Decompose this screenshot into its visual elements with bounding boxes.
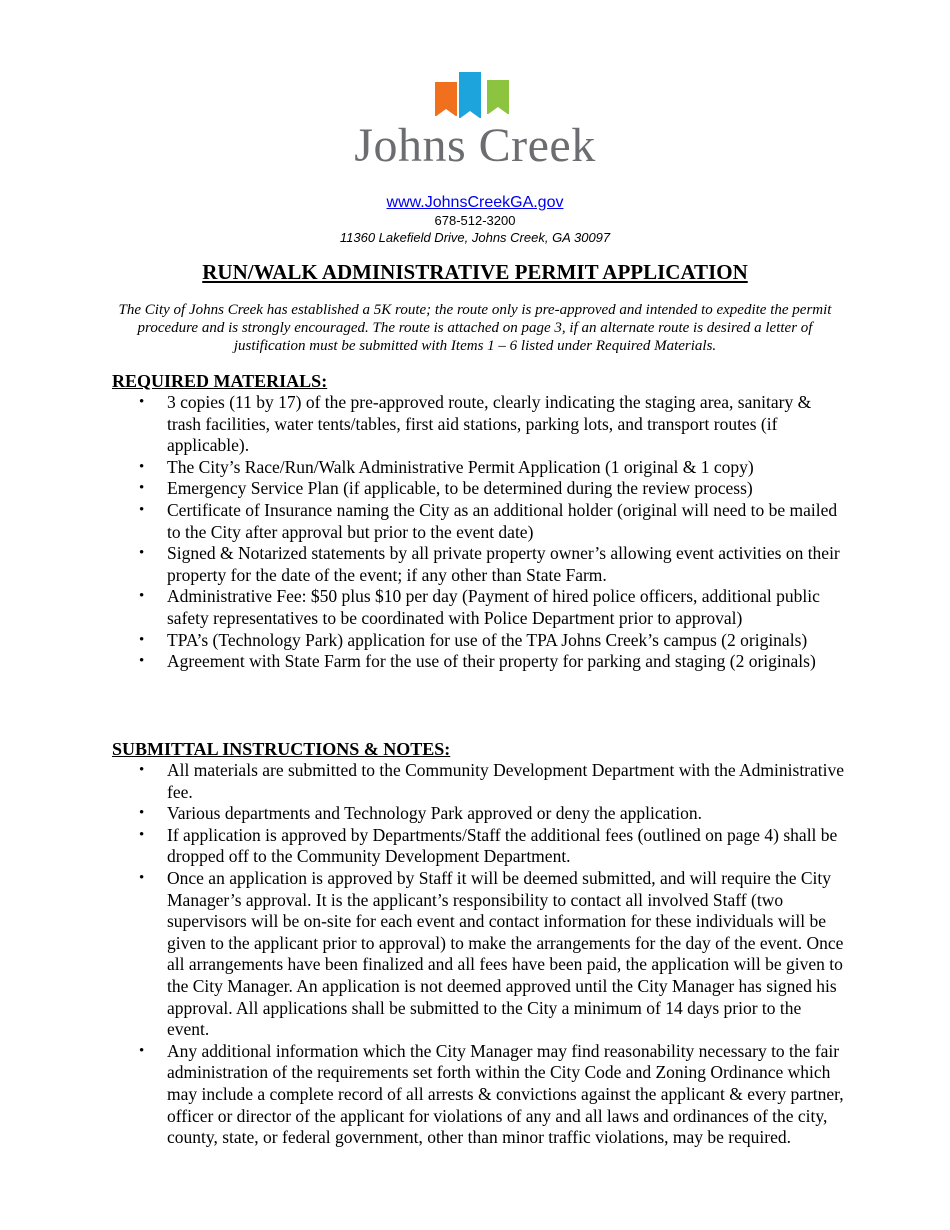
list-item-text: Certificate of Insurance naming the City as an additional holder (original will need to be mailed to the City after approval but prior to the event date) <box>167 499 838 542</box>
list-item <box>112 1041 847 1149</box>
bullet-icon: • <box>139 762 145 778</box>
list-item-text: All materials are submitted to the Community Development Department with the Administrative fee. <box>167 760 845 802</box>
list-item <box>112 500 847 543</box>
list-item-text: If application is approved by Departments/Staff the additional fees (outlined on page 4) shall be dropped off to the Community Development Department. <box>167 824 838 867</box>
bullet-icon: • <box>139 480 145 497</box>
list-item <box>112 825 847 868</box>
list-item-text: Emergency Service Plan (if applicable, to be determined during the review process) <box>167 478 753 499</box>
list-item-text: Signed & Notarized statements by all private property owner’s allowing event activities on their property for the date of the event; if any other than State Farm. <box>167 543 840 585</box>
bullet-icon: • <box>139 394 145 410</box>
johns-creek-logo <box>0 72 950 172</box>
website-link[interactable]: www.JohnsCreekGA.gov <box>386 194 564 211</box>
bullet-icon: • <box>139 588 145 605</box>
list-item-text: The City’s Race/Run/Walk Administrative Permit Application (1 original & 1 copy) <box>167 456 754 477</box>
blue-flag-icon <box>459 72 481 118</box>
contact-block <box>0 193 950 246</box>
list-item-text: 3 copies (11 by 17) of the pre-approved route, clearly indicating the staging area, sanitary & trash facilities, water tents/tables, first aid stations, parking lots, and transport routes (if applicable). <box>167 392 812 456</box>
list-item-text: Agreement with State Farm for the use of their property for parking and staging (2 originals) <box>167 651 816 672</box>
bullet-icon: • <box>139 501 145 518</box>
bullet-icon: • <box>139 653 145 670</box>
logo-flags-icon <box>435 72 515 118</box>
bullet-icon: • <box>139 805 145 822</box>
submittal-instructions-heading: SUBMITTAL INSTRUCTIONS & NOTES: <box>112 739 451 759</box>
list-item-text: Any additional information which the City Manager may find reasonability necessary to the fair administration of the requirements set forth within the City Code and Zoning Ordinance which may include a complete record of all arrests & convictions against the applicant & every partner, officer or director of the applicant for violations of any and all laws and ordinances of the city, county, state, or federal government, other than minor traffic violations, may be required. <box>167 1040 844 1148</box>
list-item-text: Administrative Fee: $50 plus $10 per day (Payment of hired police officers, additional public safety representatives to be coordinated with Police Department prior to approval) <box>167 586 820 628</box>
list-item-text: Once an application is approved by Staff it will be deemed submitted, and will require the City Manager’s approval. It is the applicant’s responsibility to contact all involved Staff (two supervisors will be on-site for each event and contact information for these individuals will be given to the applicant prior to approval) to make the arrangements for the day of the event. Once all arrangements have been finalized and all fees have been paid, the application will be given to the City Manager. An application is not deemed approved until the City Manager has signed his approval. All applications shall be submitted to the City a minimum of 14 days prior to the event. <box>167 867 844 1040</box>
address: 11360 Lakefield Drive, Johns Creek, GA 30097 <box>339 230 611 245</box>
required-materials-list <box>112 392 847 673</box>
required-materials-heading: REQUIRED MATERIALS: <box>112 371 328 391</box>
list-item <box>112 586 847 629</box>
list-item <box>112 392 847 457</box>
logo-wordmark: Johns Creek <box>354 119 596 172</box>
list-item <box>112 478 847 500</box>
submittal-instructions-list <box>112 760 847 1149</box>
list-item-text: TPA’s (Technology Park) application for use of the TPA Johns Creek’s campus (2 originals) <box>167 629 808 650</box>
list-item <box>112 543 847 586</box>
list-item <box>112 760 847 803</box>
list-item <box>112 630 847 652</box>
intro-paragraph: The City of Johns Creek has established a 5K route; the route only is pre-approved and intended to expedite the permit procedure and is strongly encouraged. The route is attached on page 3, if an alternate route is desired a letter of justification must be submitted with Items 1 – 6 listed under Required Materials. <box>118 302 832 354</box>
green-flag-icon <box>487 80 509 114</box>
bullet-icon: • <box>139 458 145 475</box>
document-title: RUN/WALK ADMINISTRATIVE PERMIT APPLICATION <box>202 260 748 284</box>
list-item <box>112 457 847 479</box>
list-item <box>112 651 847 673</box>
orange-flag-icon <box>435 82 457 116</box>
bullet-icon: • <box>139 545 145 562</box>
bullet-icon: • <box>139 869 145 886</box>
bullet-icon: • <box>139 826 145 843</box>
list-item <box>112 868 847 1041</box>
list-item-text: Various departments and Technology Park approved or deny the application. <box>167 803 702 824</box>
bullet-icon: • <box>139 631 145 648</box>
phone-number: 678-512-3200 <box>434 213 516 228</box>
list-item <box>112 803 847 825</box>
bullet-icon: • <box>139 1042 145 1059</box>
